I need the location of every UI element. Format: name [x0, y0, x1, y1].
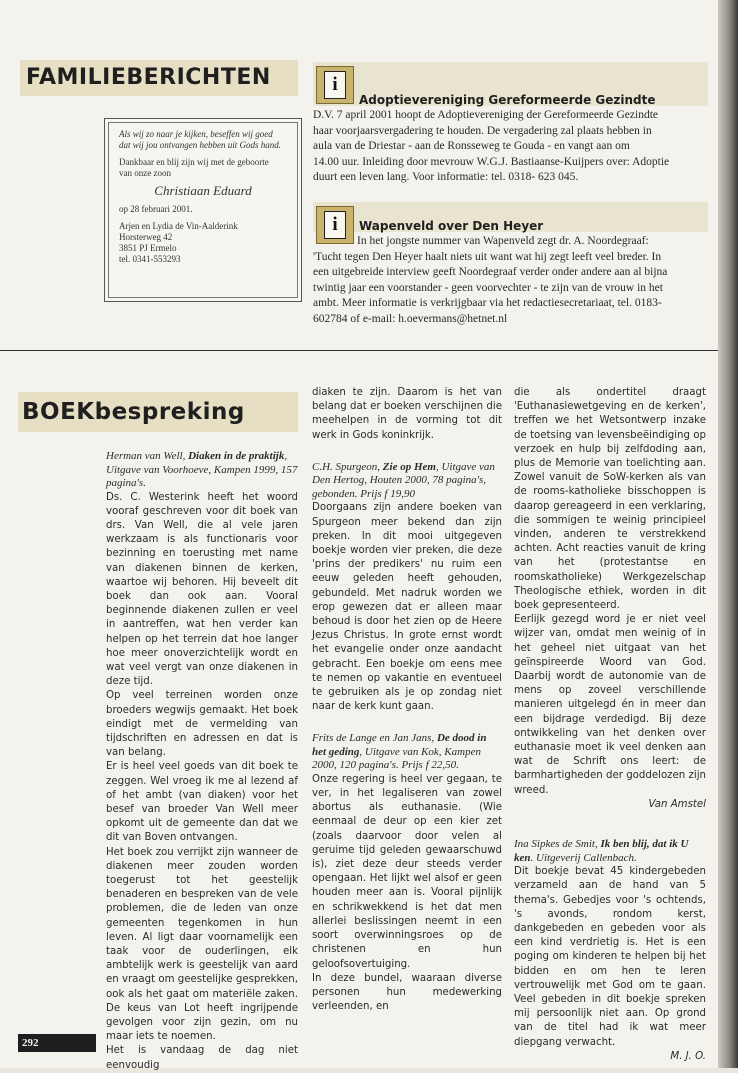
review-column-2: [312, 386, 502, 1014]
author: Ina Sipkes de Smit,: [514, 838, 601, 851]
review-paragraph: Er is heel veel goeds van dit boek te zeggen. Wel vroeg ik me al lezend af of het ambt (van diaken) voor het besef van broeder Van Well meer opkomt uit de gemeente dan dat we dit van Boven ontvangen.: [106, 761, 298, 844]
notice-line: D.V. 7 april 2001 hoopt de Adoptievereniging der Gereformeerde Gezindte: [313, 109, 658, 121]
review-column-1: [106, 450, 298, 1073]
notice-title: Wapenveld over Den Heyer: [359, 219, 544, 233]
author: Frits de Lange en Jan Jans,: [312, 732, 437, 745]
review-heading: [106, 450, 298, 491]
notice-line: duurt een leven lang. Voor informatie: tel. 0318- 623 045.: [313, 171, 579, 183]
street: Horsterweg 42: [119, 232, 173, 242]
info-glyph: i: [324, 211, 346, 239]
notice-line: 14.00 uur. Inleiding door mevrouw W.G.J. Bastiaanse-Kuijpers over: Adoptie: [313, 155, 670, 168]
birth-date: op 28 februari 2001.: [119, 204, 193, 214]
review-paragraph: die als ondertitel draagt 'Euthanasiewetgeving en de kerken', treffen we het Wetsontwerp inzake de toetsing van levensbeëindiging op verzoek en hulp bij zelfdoding aan, plus de Memorie van toelichting aan. Zowel vanuit de SoW-kerken als van de rooms-katholieke bisschoppen is daarop gereageerd in een verklaring, die sommigen te weinig principieel vinden, anderen te verstrekkend achten. Acht reacties vanuit de kring van het (protestantse en roomskatholieke) Werkgezelschap Theologische ethiek, worden in dit boek gepresenteerd.: [514, 387, 706, 612]
notice-line: ambt. Meer informatie is verkrijgbaar via het redactiesecretariaat, tel. 0183-: [313, 297, 662, 309]
book-title: Diaken in de praktijk: [188, 450, 285, 462]
announcement-frame: [108, 122, 298, 298]
book-title: Zie op Hem: [382, 460, 436, 473]
quote-line-1: Als wij zo naar je kijken, beseffen wij goed: [119, 129, 273, 139]
phone: tel. 0341-553293: [119, 254, 181, 264]
author: Herman van Well,: [106, 450, 189, 462]
notice-line: haar voorjaarsvergadering te houden. De vergadering zal plaats hebben in: [313, 124, 652, 137]
review-paragraph: Dit boekje bevat 45 kindergebeden verzameld aan de hand van 5 thema's. Gebedjes voor 's ochtends, 's avonds, rondom kerst, dankgebeden en gebeden voor als een kind verdrietig is. Het is een poging om kinderen te helpen bij het bidden en om hen te leren vertrouwelijk met God om te gaan. Veel gebeden in dit boekje spreken mij persoonlijk niet aan. Op grond van de titel had ik wat meer diepgang verwacht.: [514, 866, 706, 1048]
review-paragraph: In deze bundel, waaraan diverse personen hun medewerking verleenden, en: [312, 972, 502, 1013]
review-paragraph: Onze regering is heel ver gegaan, te ver, in het legaliseren van zowel abortus als euthanasie. (Wie eenmaal de deur op een kier zet (zoals daarvoor door velen al geruime tijd geleden gewaarschuwd is), ziet deze deur steeds verder opengaan. Het lijkt wel alsof er geen houden meer aan is. Vooral pijnlijk en schrikwekkend is het dat men allerlei beslissingen neemt in een soort overwinningsroes op de christenen en hun geloofsovertuiging.: [312, 773, 502, 970]
review-heading: [312, 461, 502, 502]
section-divider: [0, 350, 718, 351]
parents: Arjen en Lydia de Vin-Aalderink: [119, 221, 238, 231]
review-column-3: [514, 386, 706, 1064]
page-number: 292: [18, 1034, 96, 1052]
familieberichten-title: FAMILIEBERICHTEN: [26, 65, 271, 90]
notice-title: Adoptievereniging Gereformeerde Gezindte: [359, 93, 656, 107]
reviewer-signature: Van Amstel: [648, 798, 706, 810]
notice-line: twintig jaar een voorstander - geen voorvechter - te zijn van de vrouw in het: [313, 281, 663, 294]
publisher: , Uitgave van Kok, Kampen 2000, 120 pagina's. Prijs f 22,50.: [312, 745, 481, 772]
announcement-quote: [119, 129, 287, 151]
notice-line: aula van de Driestar - aan de Ronsseweg te Gouda - en vangt aan om: [313, 140, 630, 152]
review-paragraph: diaken te zijn. Daarom is het van belang dat er boeken verschijnen die meehelpen in de vorming tot dit werk in Gods koninkrijk.: [312, 387, 502, 441]
publisher: , Uitgave van Voorhoeve, Kampen 1999, 157 pagina's.: [106, 450, 298, 489]
info-icon: [316, 66, 354, 104]
reviewer-signature: M. J. O.: [670, 1050, 706, 1062]
review-paragraph: Op veel terreinen worden onze broeders wegwijs gemaakt. Het boek eindigt met de vermelding van tijdschriften en adressen en dat is van belang.: [106, 690, 298, 759]
review-paragraph: Het is vandaag de dag niet eenvoudig: [106, 1045, 298, 1071]
boekbespreking-title: BOEKbespreking: [22, 399, 245, 425]
page-edge-shadow: [718, 0, 738, 1068]
review-paragraph: Het boek zou verrijkt zijn wanneer de diakenen meer zouden worden toegerust tot het geestelijk benaderen en bespreken van de vele problemen, die de leden van onze gemeenten tegenkomen in hun leven. Al ligt daar voornamelijk een taak voor de ouderlingen, elk ambtelijk werk is geestelijk van aard en vraagt om geestelijke gesprekken, ook als het gaat om materiële zaken. De keus van Lot heeft ingrijpende gevolgen voor zijn gezin, om nu maar iets te noemen.: [106, 846, 299, 1043]
book-title: De dood in het geding: [312, 732, 487, 758]
parents-address: [119, 221, 287, 265]
announcement-intro: [119, 157, 287, 179]
quote-line-2: dat wij jou ontvangen hebben uit Gods hand.: [119, 140, 281, 150]
notice-line: 602784 of e-mail: h.oevermans@hetnet.nl: [313, 312, 508, 325]
intro-line-1: Dankbaar en blij zijn wij met de geboorte: [119, 157, 269, 167]
notice-line: 'Tucht tegen Den Heyer haalt niets uit want wat hij zegt leeft veel breder. In: [313, 250, 662, 263]
publisher: . Uitgeverij Callenbach.: [530, 851, 637, 864]
intro-line-2: van onze zoon: [119, 168, 171, 178]
book-title: Ik ben blij, dat ik U ken: [514, 838, 689, 864]
birth-announcement: [104, 118, 302, 302]
review-heading: [312, 732, 502, 773]
review-paragraph: Doorgaans zijn andere boeken van Spurgeon meer bekend dan zijn preken. In dit mooi uitgegeven boekje worden vier preken, die deze 'prins der predikers' nu ruim een eeuw geleden heeft gehouden, gebundeld. Met nadruk worden we erop gewezen dat er alleen maar behoud is door het zien op de Heere Jezus Christus. In grote ernst wordt het evangelie onder onze aandacht gebracht. Een boekje om eens mee te nemen op vakantie en eventueel te gebruiken als je op zondag niet naar de kerk kunt gaan.: [312, 502, 502, 713]
review-heading: [514, 838, 706, 865]
publisher: , Uitgave van Den Hertog, Houten 2000, 78 pagina's, gebonden. Prijs f 19,90: [312, 460, 495, 500]
info-glyph: i: [324, 71, 346, 99]
city: 3851 PJ Ermelo: [119, 243, 177, 253]
review-paragraph: Eerlijk gezegd word je er niet veel wijzer van, omdat men weinig of in het geheel niet uitgaat van het geïnspireerde Woord van God. Daarbij wordt de autonomie van de mens op zoveel verschillende manieren uitgelegd én in meer dan een bijdrage verdedigd. Bij deze ontwikkeling van het denken over euthanasie moet ik veel denken aan wat de Schrift ons leert: de barmhartigheden der goddelozen zijn wreed.: [514, 614, 706, 796]
review-paragraph: Ds. C. Westerink heeft het woord vooraf geschreven voor dit boek van drs. Van Well, die al vele jaren werkzaam is als functionaris voor bezinning en toerusting met name van diakenen binnen de kerken, waartoe wij behoren. Hij beveelt dit boek dan ook aan. Vooral beginnende diakenen zullen er veel in aantreffen, wat hen verder kan helpen op het terrein dat hoe langer hoe meer onoverzichtelijk wordt en wat veel vergt van onze diakenen in deze tijd.: [106, 491, 298, 688]
notice-line: een uitgebreide interview geeft Noordegraaf verder onder andere aan al bijna: [313, 266, 668, 278]
child-name: Christiaan Eduard: [154, 183, 252, 198]
notice-body: [313, 234, 708, 327]
author: C.H. Spurgeon,: [312, 460, 383, 473]
notice-line: In het jongste nummer van Wapenveld zegt dr. A. Noordegraaf:: [357, 235, 649, 247]
notice-body: [313, 108, 708, 186]
